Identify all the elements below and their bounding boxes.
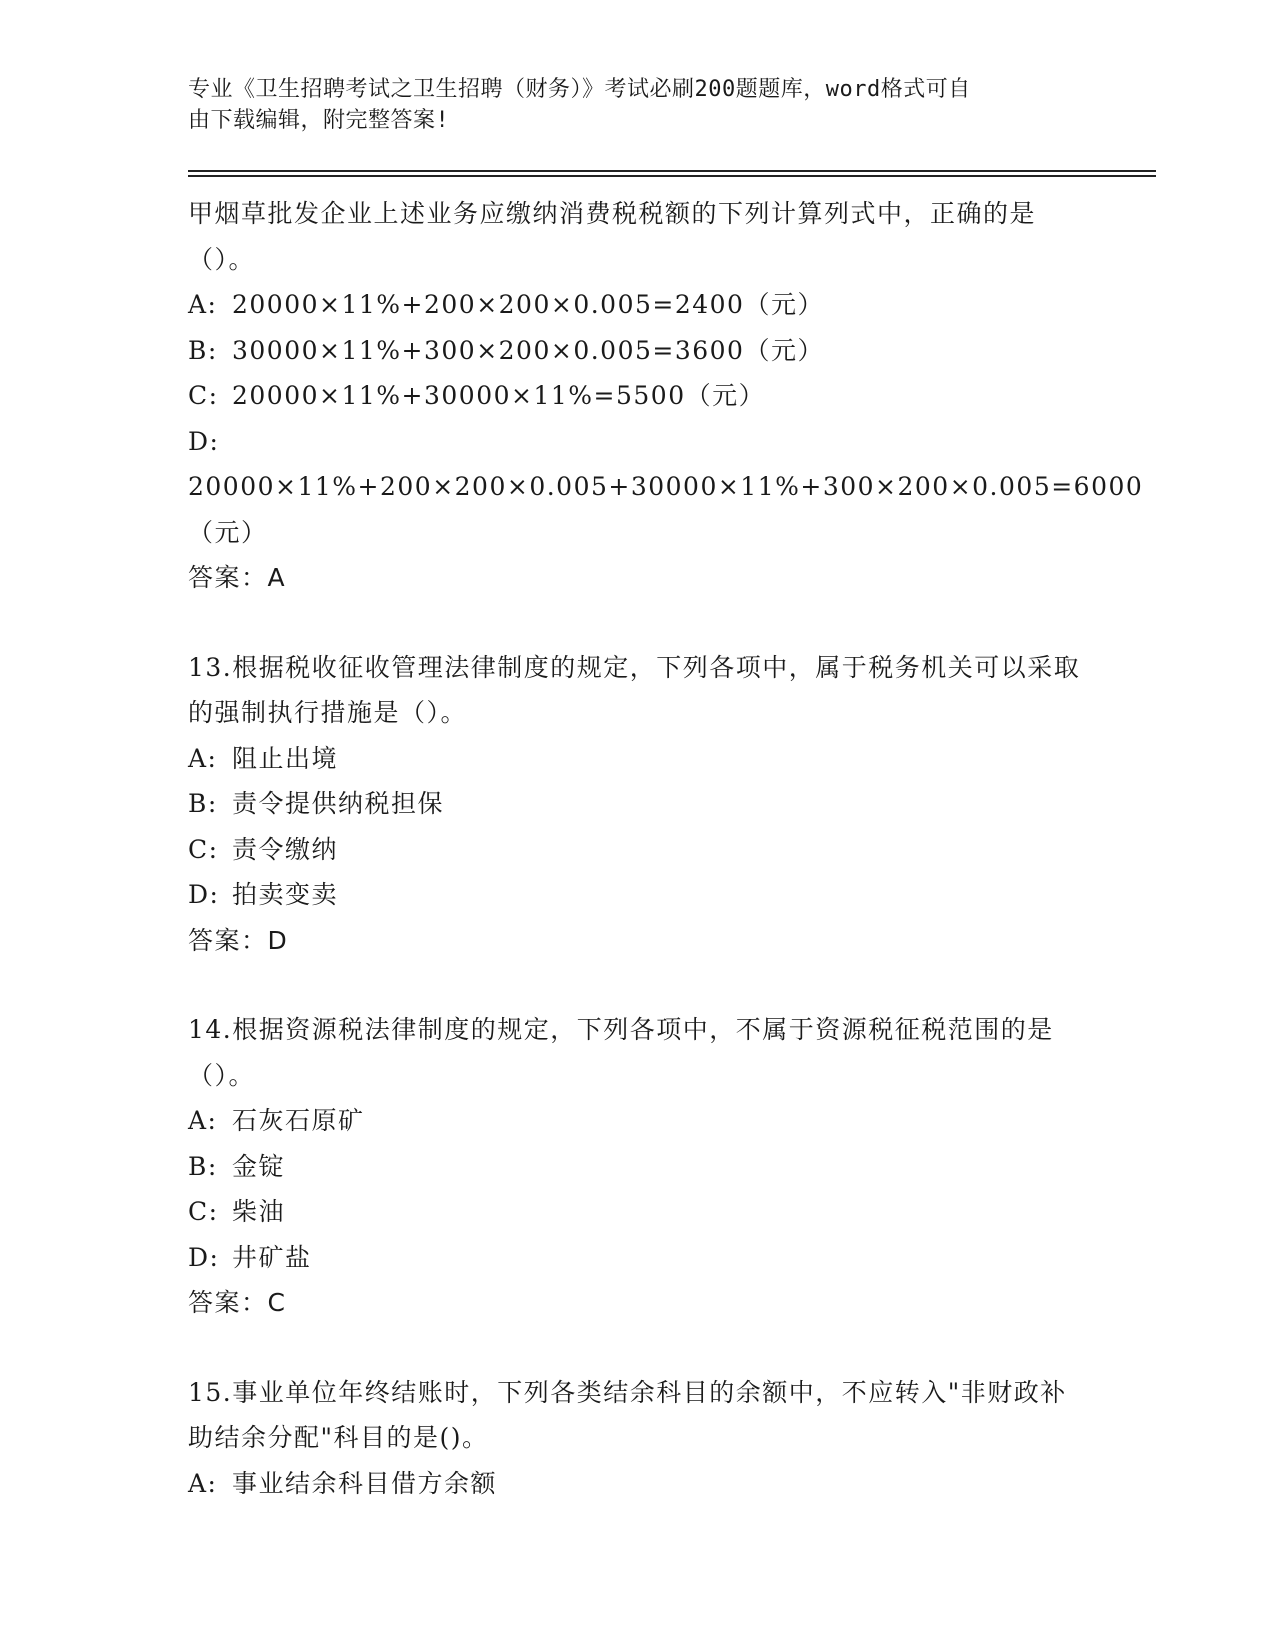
option-letter: C: <box>188 381 219 410</box>
question-block <box>188 1007 1088 1326</box>
option-letter: A: <box>188 290 218 319</box>
option-letter: D: <box>188 880 220 909</box>
option-text: 20000×11%+30000×11%=5500（元） <box>232 381 766 410</box>
option-text: 阻止出境 <box>232 743 339 773</box>
option-letter: D: <box>188 1242 220 1272</box>
option-text: 责令缴纳 <box>232 834 339 864</box>
question-stem: 13.根据税收征收管理法律制度的规定，下列各项中，属于税务机关可以采取的强制执行措施是（）。 <box>188 652 1081 727</box>
option-text: 金锭 <box>232 1151 286 1181</box>
option-a <box>188 1098 1088 1144</box>
answer-line: 答案：D <box>188 925 289 955</box>
option-a <box>188 282 1088 328</box>
option-letter: A: <box>188 743 218 773</box>
option-letter: C: <box>188 1197 219 1226</box>
question-block <box>188 191 1144 601</box>
header-rule-bottom <box>188 175 1156 177</box>
option-c <box>188 827 1088 873</box>
option-b <box>188 1144 1088 1190</box>
header-rule-top <box>188 170 1156 172</box>
document-header <box>188 74 1068 136</box>
option-text: 井矿盐 <box>232 1242 312 1272</box>
option-letter: C: <box>188 834 219 864</box>
question-block <box>188 1370 1088 1507</box>
option-d <box>188 1235 1088 1281</box>
option-letter: B: <box>188 1151 218 1181</box>
option-text: 20000×11%+200×200×0.005=2400（元） <box>232 290 824 319</box>
answer-line: 答案：C <box>188 1288 287 1317</box>
option-d <box>188 872 1088 918</box>
option-text: 石灰石原矿 <box>232 1106 365 1135</box>
option-text: 柴油 <box>232 1197 286 1226</box>
option-c <box>188 1189 1088 1235</box>
option-text: 事业结余科目借方余额 <box>232 1468 498 1498</box>
option-b <box>188 781 1088 827</box>
question-stem: 15.事业单位年终结账时，下列各类结余科目的余额中，不应转入"非财政补助结余分配"科目的是()。 <box>188 1377 1067 1452</box>
option-letter: D: <box>188 426 220 456</box>
option-a <box>188 1461 1088 1507</box>
option-letter: A: <box>188 1106 218 1135</box>
header-line-2: 由下载编辑，附完整答案! <box>188 108 450 133</box>
option-text: 责令提供纳税担保 <box>232 789 445 818</box>
option-letter: B: <box>188 335 218 365</box>
question-stem: 甲烟草批发企业上述业务应缴纳消费税税额的下列计算列式中，正确的是（）。 <box>188 199 1037 274</box>
question-list <box>188 191 1144 1506</box>
option-b <box>188 328 1088 374</box>
option-a <box>188 736 1088 782</box>
answer-line: 答案：A <box>188 563 287 592</box>
option-text: 30000×11%+300×200×0.005=3600（元） <box>232 335 824 365</box>
option-c <box>188 373 1088 419</box>
option-letter: B: <box>188 789 218 818</box>
option-letter: A: <box>188 1468 218 1498</box>
header-line-1: 专业《卫生招聘考试之卫生招聘（财务）》考试必刷200题题库，word格式可自 <box>188 77 971 102</box>
option-text: 20000×11%+200×200×0.005+30000×11%+300×200×0.005=6000（元） <box>188 472 1144 547</box>
question-stem: 14.根据资源税法律制度的规定，下列各项中，不属于资源税征税范围的是（）。 <box>188 1015 1054 1090</box>
option-d <box>188 419 1144 556</box>
question-block <box>188 645 1088 964</box>
option-text: 拍卖变卖 <box>232 880 339 909</box>
